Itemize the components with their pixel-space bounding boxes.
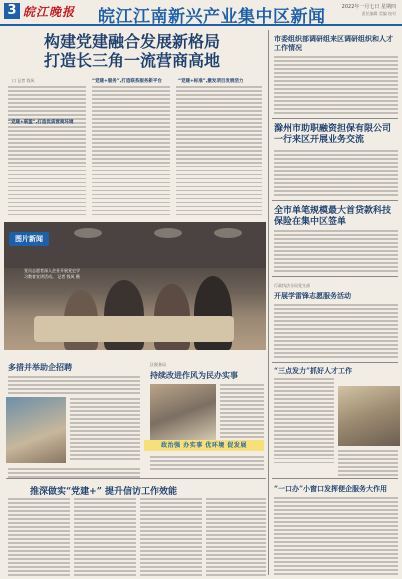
right-article4-kicker: 行政执法分局党支部 <box>274 283 310 288</box>
right-article3-title: 全市单笔规模最大首贷款科技保险在集中区签单 <box>274 206 392 227</box>
bottom-mid-photo <box>150 384 216 442</box>
right-article5-photo <box>338 386 400 446</box>
bottom-wide-body-col2 <box>74 498 136 578</box>
divider <box>6 478 266 479</box>
editors-credit: 责任编辑 美编 校对 <box>361 11 396 16</box>
bottom-mid-title: 持续改进作风为民办实事 <box>150 370 238 380</box>
bottom-left-title: 多措并举助企招聘 <box>8 362 72 372</box>
right-article6-body <box>274 497 398 577</box>
right-article4-body <box>274 304 398 360</box>
page-number: 3 <box>4 3 20 19</box>
photo-news-tag: 图片新闻 <box>9 232 49 246</box>
bottom-mid-body-2 <box>150 456 264 472</box>
divider <box>272 478 398 479</box>
bottom-wide-body-col4 <box>206 498 266 578</box>
bottom-mid-kicker: 区税务局 <box>150 362 166 367</box>
photo-table <box>34 316 234 342</box>
right-article6-title: “一口办”小窗口发挥便企服务大作用 <box>274 484 388 493</box>
bottom-left-photo <box>6 397 66 463</box>
right-article5-body <box>274 378 334 466</box>
divider <box>272 118 398 119</box>
column-rule <box>268 30 269 575</box>
right-article5-title: “三点发力”抓好人才工作 <box>274 366 353 375</box>
divider <box>272 200 398 201</box>
lead-byline: 口 记者 钱风 <box>12 78 35 83</box>
lead-subhead-2: “党建+服务”,打造联系服务新平台 <box>92 79 162 84</box>
bottom-left-body-2 <box>70 398 140 462</box>
section-title: 皖江江南新兴产业集中区新闻 <box>98 7 326 27</box>
photo-lamp <box>214 228 242 238</box>
lead-body-col3 <box>176 86 262 217</box>
slogan-banner: 政治强 办实事 优环境 促发展 <box>144 440 264 451</box>
lead-subhead-3: “党建+标准”,激发项目发展活力 <box>178 79 244 84</box>
right-article5-body-2 <box>338 450 398 478</box>
paper-name: 皖江晚报 <box>23 5 76 19</box>
divider <box>272 362 398 363</box>
bottom-mid-body <box>220 384 264 440</box>
right-article1-title: 市委组织部调研组来区调研组织和人才工作情况 <box>274 34 393 52</box>
photo-caption: 党员志愿者深入企业开展党史学习教育宣讲活动。 记者 钱风 摄 <box>24 268 80 279</box>
right-article3-body <box>274 230 398 274</box>
photo-lamp <box>154 228 182 238</box>
right-article2-body <box>274 150 398 198</box>
photo-lamp <box>74 228 102 238</box>
right-article2-title: 滁州市助职融资担保有限公司一行来区开展业务交流 <box>274 124 392 145</box>
bottom-left-body <box>8 376 140 396</box>
lead-headline-line2: 打造长三角一流营商高地 <box>43 51 220 70</box>
divider <box>272 276 398 277</box>
lead-body-col1 <box>8 86 86 217</box>
bottom-wide-body-col1 <box>8 498 70 578</box>
right-article1-body <box>274 56 398 116</box>
lead-headline <box>12 32 252 70</box>
lead-body-col2 <box>92 86 170 217</box>
issue-date: 2022年一月七日 星期四 <box>341 4 396 10</box>
masthead <box>0 0 402 26</box>
bottom-wide-body-col3 <box>140 498 202 578</box>
lead-headline-line1: 构建党建融合发展新格局 <box>43 32 220 51</box>
right-article4-title: 开展学雷锋志愿服务活动 <box>274 291 351 300</box>
lead-subhead-1: “党建+联盟”,打造优质营商环境 <box>8 120 74 125</box>
bottom-wide-title: 推深做实“党建+” 提升信访工作效能 <box>30 487 178 497</box>
